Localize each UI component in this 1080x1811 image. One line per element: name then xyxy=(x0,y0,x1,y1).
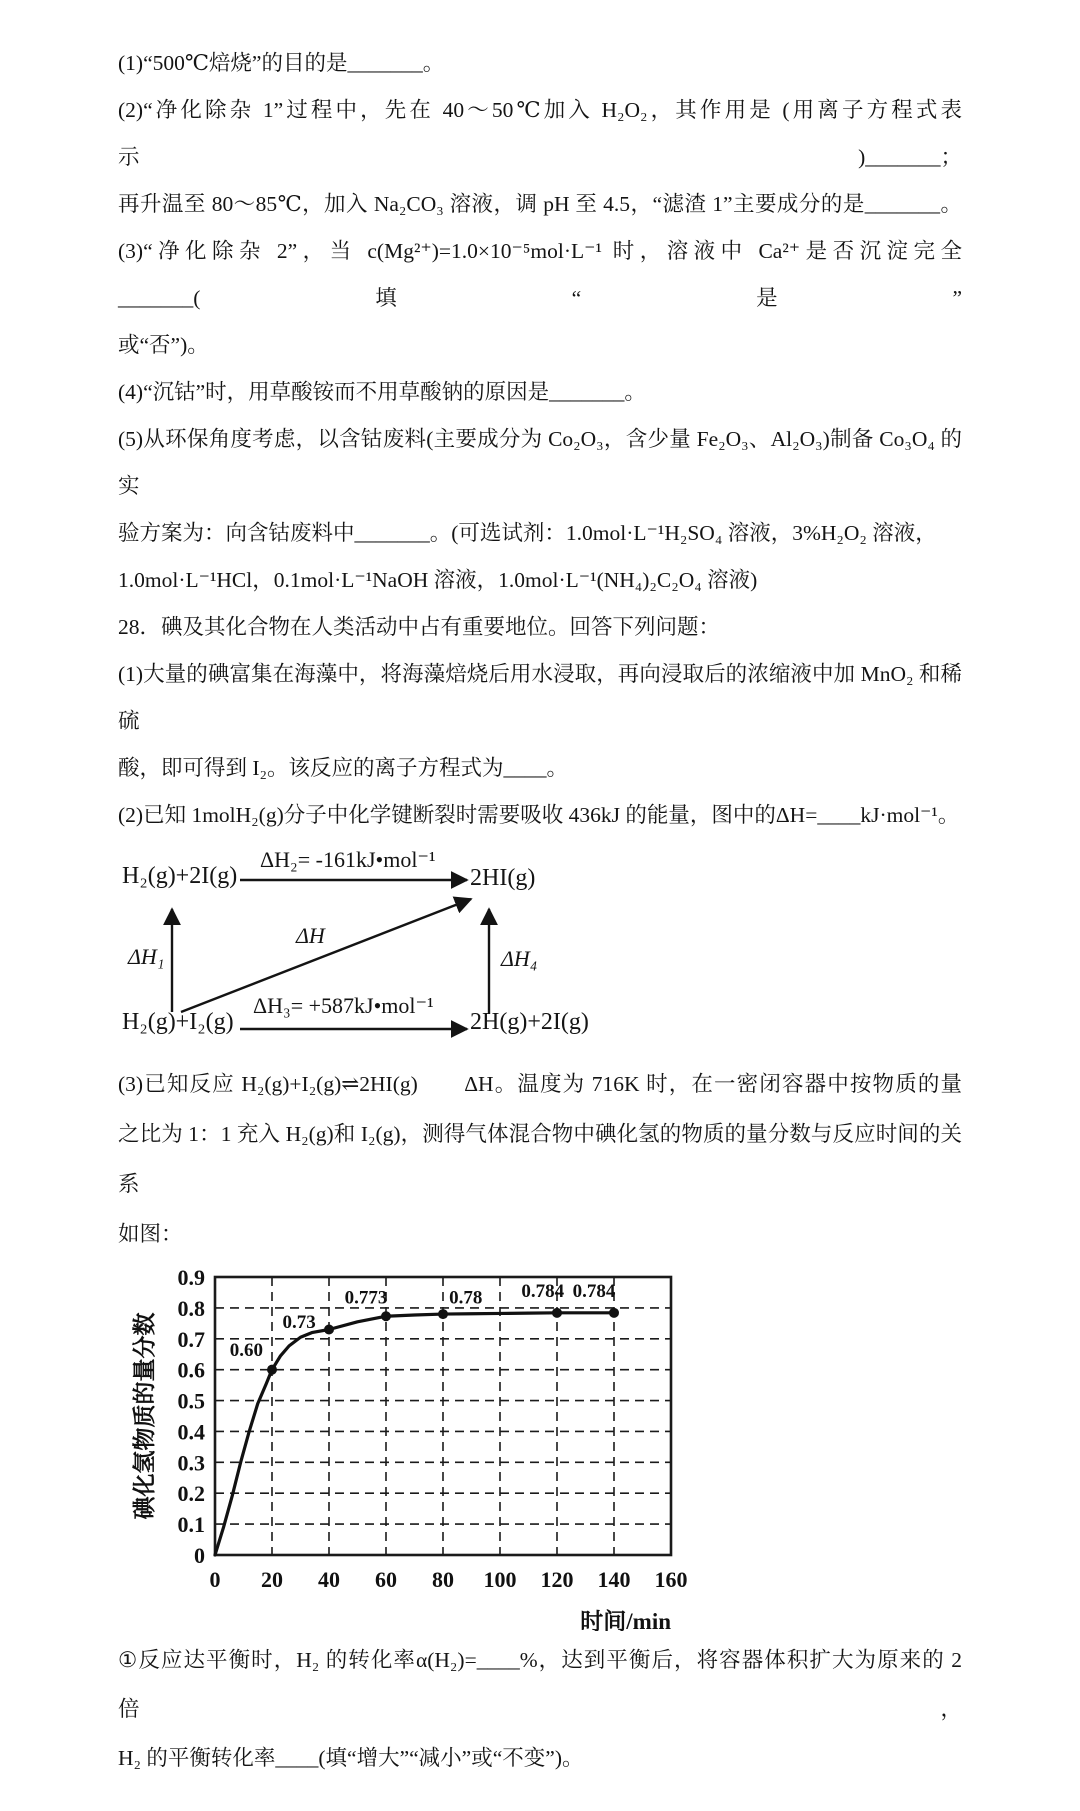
y-tick-label: 0.3 xyxy=(177,1450,205,1476)
y-tick-label: 0.2 xyxy=(177,1481,205,1507)
point-label: 0.78 xyxy=(449,1287,483,1309)
diagram-species-top-left: H₂(g)+2I(g) xyxy=(122,863,238,889)
text-line: 再升温至 80～85℃，加入 Na₂CO₃ 溶液，调 pH 至 4.5，“滤渣 1”主要成分的是_______。 xyxy=(118,192,962,216)
x-tick-label: 100 xyxy=(483,1567,517,1592)
question-28-title: 28．碘及其化合物在人类活动中占有重要地位。回答下列问题： xyxy=(118,615,721,639)
text-line: 1.0mol·L⁻¹HCl，0.1mol·L⁻¹NaOH 溶液，1.0mol·L⁻¹(NH₄)₂C₂O₄ 溶液) xyxy=(118,568,758,592)
text-line: (3)“净化除杂 2”，当 c(Mg²⁺)=1.0×10⁻⁵mol·L⁻¹ 时，溶液中 Ca²⁺是否沉淀完全_______(填“是” xyxy=(118,239,962,310)
point-label: 0.73 xyxy=(282,1311,316,1333)
text-line: (2)已知 1molH₂(g)分子中化学键断裂时需要吸收 436kJ 的能量，图中的ΔH=____kJ·mol⁻¹。 xyxy=(118,803,960,827)
x-tick-label: 20 xyxy=(261,1567,283,1592)
diagram-delta-h3-label: ΔH₃= +587kJ•mol⁻¹ xyxy=(253,993,434,1018)
diagram-species-top-right: 2HI(g) xyxy=(470,865,536,891)
diagram-delta-h1-label: ΔH₁ xyxy=(128,944,165,969)
x-tick-label: 60 xyxy=(375,1567,397,1592)
text-line: H₂ 的平衡转化率____(填“增大”“减小”或“不变”)。 xyxy=(118,1746,584,1770)
diagram-delta-h4-label: ΔH₄ xyxy=(501,946,538,971)
data-point xyxy=(324,1325,334,1335)
text-line: (2)“净化除杂 1”过程中，先在 40～50℃加入 H₂O₂，其作用是 (用离子方程式表示)_______； xyxy=(118,98,962,169)
point-label: 0.773 xyxy=(344,1287,388,1309)
text-line: ①反应达平衡时，H₂ 的转化率α(H₂)=____%，达到平衡后，将容器体积扩大为原来的 2 倍， xyxy=(118,1648,962,1721)
text-line: 验方案为：向含钴废料中_______。(可选试剂：1.0mol·L⁻¹H₂SO₄ 溶液，3%H₂O₂ 溶液， xyxy=(118,521,937,545)
text-line: (5)从环保角度考虑，以含钴废料(主要成分为 Co₂O₃，含少量 Fe₂O₃、Al₂O₃)制备 Co₃O₄ 的实 xyxy=(118,427,962,498)
data-point xyxy=(609,1308,619,1318)
diagram-species-bottom-right: 2H(g)+2I(g) xyxy=(470,1009,589,1035)
y-tick-label: 0.6 xyxy=(177,1357,205,1383)
chart-canvas xyxy=(118,1259,740,1631)
text-line: (1)“500℃焙烧”的目的是_______。 xyxy=(118,51,445,75)
diagram-species-bottom-left: H₂(g)+I₂(g) xyxy=(122,1009,234,1035)
hi-fraction-chart xyxy=(118,1259,962,1636)
point-label: 0.60 xyxy=(229,1339,263,1361)
x-tick-label: 40 xyxy=(318,1567,340,1592)
enthalpy-cycle-diagram xyxy=(118,843,738,1049)
text-line: 之比为 1：1 充入 H₂(g)和 I₂(g)，测得气体混合物中碘化氢的物质的量分数与反应时间的关系 xyxy=(118,1122,962,1196)
x-tick-label: 140 xyxy=(597,1567,631,1592)
text-line: 如图： xyxy=(118,1222,183,1246)
x-tick-label: 120 xyxy=(540,1567,574,1592)
data-point xyxy=(381,1311,391,1321)
data-point xyxy=(552,1308,562,1318)
y-tick-label: 0.4 xyxy=(177,1419,205,1445)
x-axis-label: 时间/min xyxy=(580,1609,671,1631)
text-line: (1)大量的碘富集在海藻中，将海藻焙烧后用水浸取，再向浸取后的浓缩液中加 MnO₂ 和稀硫 xyxy=(118,662,962,733)
x-tick-label: 80 xyxy=(432,1567,454,1592)
text-line: 酸，即可得到 I₂。该反应的离子方程式为____。 xyxy=(118,756,569,780)
y-tick-label: 0.8 xyxy=(177,1295,205,1321)
y-tick-label: 0.9 xyxy=(177,1265,205,1290)
text-line: (3)已知反应 H₂(g)+I₂(g)⇌2HI(g) ΔH。温度为 716K 时，在一密闭容器中按物质的量 xyxy=(118,1072,962,1096)
y-tick-label: 0.1 xyxy=(177,1512,205,1538)
text-line: (4)“沉钴”时，用草酸铵而不用草酸钠的原因是_______。 xyxy=(118,380,646,404)
point-label: 0.784 xyxy=(521,1281,565,1303)
x-tick-label: 0 xyxy=(209,1567,221,1592)
diagram-delta-h2-label: ΔH₂= -161kJ•mol⁻¹ xyxy=(260,847,436,872)
y-tick-label: 0.5 xyxy=(177,1388,205,1414)
y-axis-label: 碘化氢物质的量分数 xyxy=(132,1312,157,1520)
y-tick-label: 0.7 xyxy=(177,1326,205,1352)
data-point xyxy=(438,1309,448,1319)
data-point xyxy=(267,1365,277,1375)
point-label: 0.784 xyxy=(572,1281,616,1303)
x-tick-label: 160 xyxy=(654,1567,688,1592)
diagram-delta-h-label: ΔH xyxy=(296,923,325,948)
y-tick-label: 0 xyxy=(194,1543,205,1568)
hi-curve xyxy=(215,1313,614,1555)
text-line: 或“否”)。 xyxy=(118,333,209,357)
